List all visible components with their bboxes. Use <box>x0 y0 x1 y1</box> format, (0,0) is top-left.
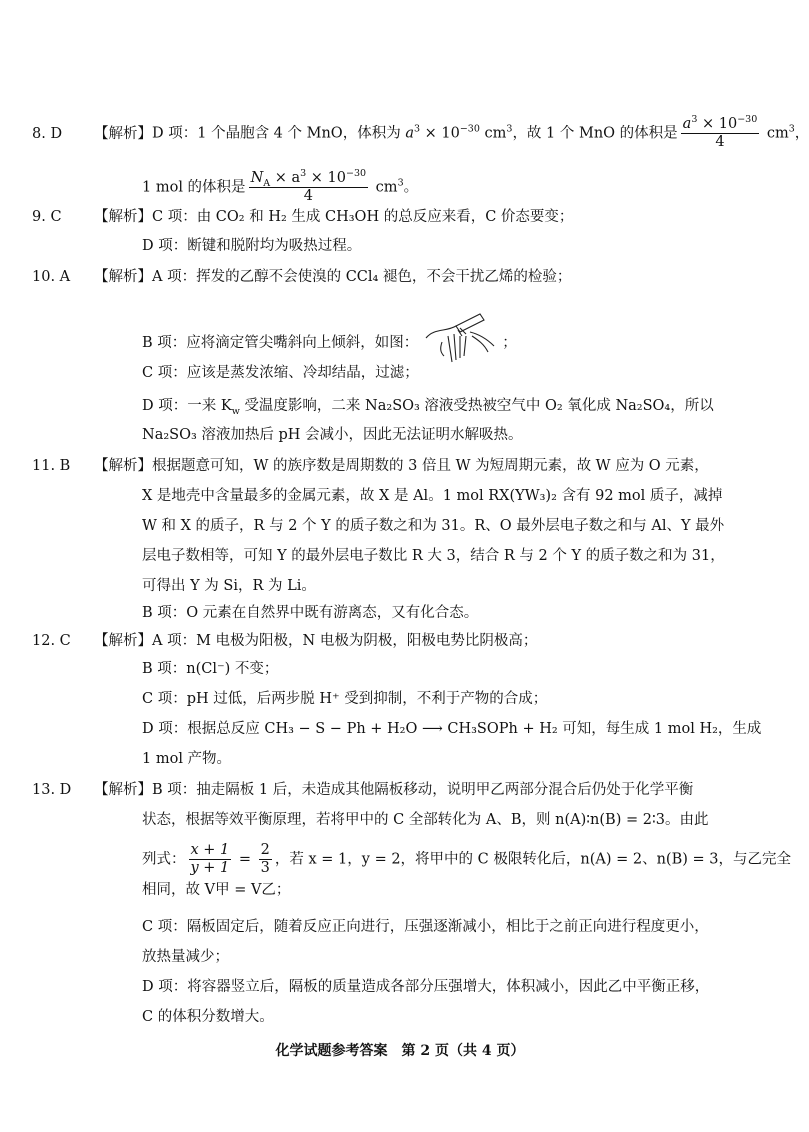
math-exp3: 3 <box>397 177 404 189</box>
math-exp: −30 <box>459 123 480 135</box>
q10-line5: Na₂SO₃ 溶液加热后 pH 会减小，因此无法证明水解吸热。 <box>142 427 523 443</box>
q11-line6: B 项：O 元素在自然界中既有游离态，又有化合态。 <box>142 605 479 621</box>
burette-svg <box>422 312 498 368</box>
math-NA: N <box>250 170 264 186</box>
q13-number: 13. D <box>32 782 72 798</box>
q10-text: ； <box>502 335 517 351</box>
q13-text: 列式： <box>142 851 186 868</box>
analysis-tag: 【解析】 <box>94 633 152 649</box>
math-exp3: 3 <box>506 123 513 135</box>
q11-line3: W 和 X 的质子，R 与 2 个 Y 的质子数之和为 31。R、O 最外层电子数之和与 Al、Y 最外 <box>142 518 725 534</box>
q12-line5: 1 mol 产物。 <box>142 751 232 767</box>
fraction-xy <box>189 842 232 877</box>
math-x-plus-1: x + 1 <box>190 842 230 858</box>
math-four: 4 <box>715 134 725 150</box>
q11-number: 11. B <box>32 458 71 474</box>
q12-text: A 项：M 电极为阳极，N 电极为阴极，阳极电势比阴极高； <box>152 633 538 649</box>
q9-number: 9. C <box>32 209 62 225</box>
q10-text: 受温度影响，二来 Na₂SO₃ 溶液受热被空气中 O₂ 氧化成 Na₂SO₄，所以 <box>239 398 714 414</box>
math-a: a <box>405 125 414 142</box>
analysis-tag: 【解析】 <box>94 782 152 798</box>
q9-line1 <box>32 207 573 227</box>
math-exp: −30 <box>346 168 367 180</box>
burette-figure <box>422 312 498 374</box>
q8-number: 8. D <box>32 125 63 142</box>
math-times-a: × a <box>270 170 301 186</box>
fraction-two-thirds <box>259 842 272 877</box>
q8-text: ， <box>794 125 809 142</box>
q8-unit: cm <box>762 125 789 142</box>
q9-text: C 项：由 CO₂ 和 H₂ 生成 CH₃OH 的总反应来看，C 价态要变； <box>152 209 574 225</box>
q10-text: B 项：应将滴定管尖嘴斜向上倾斜，如图： <box>142 335 419 351</box>
q12-line3: C 项：pH 过低，后两步脱 H⁺ 受到抑制，不利于产物的合成； <box>142 691 548 707</box>
analysis-tag: 【解析】 <box>94 269 152 285</box>
q13-text: ，若 x = 1，y = 2，将甲中的 C 极限转化后，n(A) = 2、n(B) = 3，与乙完全 <box>274 851 791 868</box>
q10-line3: C 项：应该是蒸发浓缩、冷却结晶，过滤； <box>142 365 419 381</box>
q12-number: 12. C <box>32 633 71 649</box>
q8-line1 <box>32 116 809 151</box>
q11-line1 <box>32 456 709 476</box>
q8-unit: cm <box>371 179 398 196</box>
q13-line3 <box>142 842 791 877</box>
math-times: × 10 <box>420 125 460 142</box>
analysis-tag: 【解析】 <box>94 458 152 474</box>
math-times: × 10 <box>697 116 738 132</box>
math-y-plus-1: y + 1 <box>190 860 230 876</box>
math-exp3: 3 <box>300 168 307 180</box>
q13-line2: 状态，根据等效平衡原理，若将甲中的 C 全部转化为 A、B，则 n(A)∶n(B) = 2∶3。由此 <box>142 812 709 828</box>
q13-line7: D 项：将容器竖立后，隔板的质量造成各部分压强增大，体积减小，因此乙中平衡正移， <box>142 979 710 995</box>
fraction-cell-volume <box>681 116 760 151</box>
q12-line4: D 项：根据总反应 CH₃ − S − Ph + H₂O ⟶ CH₃SOPh + H₂ 可知，每生成 1 mol H₂，生成 <box>142 721 762 737</box>
math-four: 4 <box>303 188 313 204</box>
q13-line8: C 的体积分数增大。 <box>142 1009 274 1025</box>
math-eq: = <box>234 851 256 868</box>
math-three: 3 <box>260 860 270 876</box>
page-footer: 化学试题参考答案 第 2 页（共 4 页） <box>275 1043 525 1059</box>
q13-line4: 相同，故 V甲 = V乙； <box>142 882 291 898</box>
fraction-molar-volume <box>249 170 369 205</box>
q8-text: 。 <box>403 179 419 196</box>
q11-line2: X 是地壳中含量最多的金属元素，故 X 是 Al。1 mol RX(YW₃)₂ 含有 92 mol 质子，减掉 <box>142 488 723 504</box>
q12-line2: B 项：n(Cl⁻) 不变； <box>142 661 279 677</box>
q10-text: D 项：一来 K <box>142 398 232 414</box>
q13-text: B 项：抽走隔板 1 后，未造成其他隔板移动，说明甲乙两部分混合后仍处于化学平衡 <box>152 782 694 798</box>
q8-line2 <box>142 170 418 205</box>
q10-text: A 项：挥发的乙醇不会使溴的 CCl₄ 褪色，不会干扰乙烯的检验； <box>152 269 572 285</box>
math-a: a <box>682 116 692 132</box>
math-two: 2 <box>260 842 270 858</box>
q13-line5: C 项：隔板固定后，随着反应正向进行，压强逐渐减小，相比于之前正向进行程度更小， <box>142 919 709 935</box>
math-exp3: 3 <box>413 123 421 135</box>
math-NA-sub: A <box>263 177 271 189</box>
q11-text: 根据题意可知，W 的族序数是周期数的 3 倍且 W 为短周期元素，故 W 应为 O 元素， <box>152 458 709 474</box>
analysis-tag: 【解析】 <box>94 209 152 225</box>
q11-line5: 可得出 Y 为 Si，R 为 Li。 <box>142 578 316 594</box>
q11-line4: 层电子数相等，可知 Y 的最外层电子数比 R 大 3，结合 R 与 2 个 Y 的质子数之和为 31， <box>142 548 725 564</box>
math-exp3: 3 <box>788 123 795 135</box>
q10-number: 10. A <box>32 269 71 285</box>
q13-line6: 放热量减少； <box>142 949 229 965</box>
q8-text: D 项：1 个晶胞含 4 个 MnO，体积为 <box>152 125 406 142</box>
analysis-tag: 【解析】 <box>94 125 152 142</box>
q8-text: 1 mol 的体积是 <box>142 179 246 196</box>
q9-line2: D 项：断键和脱附均为吸热过程。 <box>142 238 362 254</box>
q12-line1 <box>32 631 537 651</box>
kw-sub: w <box>231 405 240 417</box>
q10-line1 <box>32 267 571 287</box>
math-times: × 10 <box>306 170 347 186</box>
q13-line1 <box>32 780 693 800</box>
q10-line4 <box>142 396 714 416</box>
q8-unit: cm <box>479 125 507 142</box>
q8-text: ，故 1 个 MnO 的体积是 <box>512 125 678 142</box>
math-exp3: 3 <box>691 114 698 126</box>
math-exp: −30 <box>737 114 758 126</box>
